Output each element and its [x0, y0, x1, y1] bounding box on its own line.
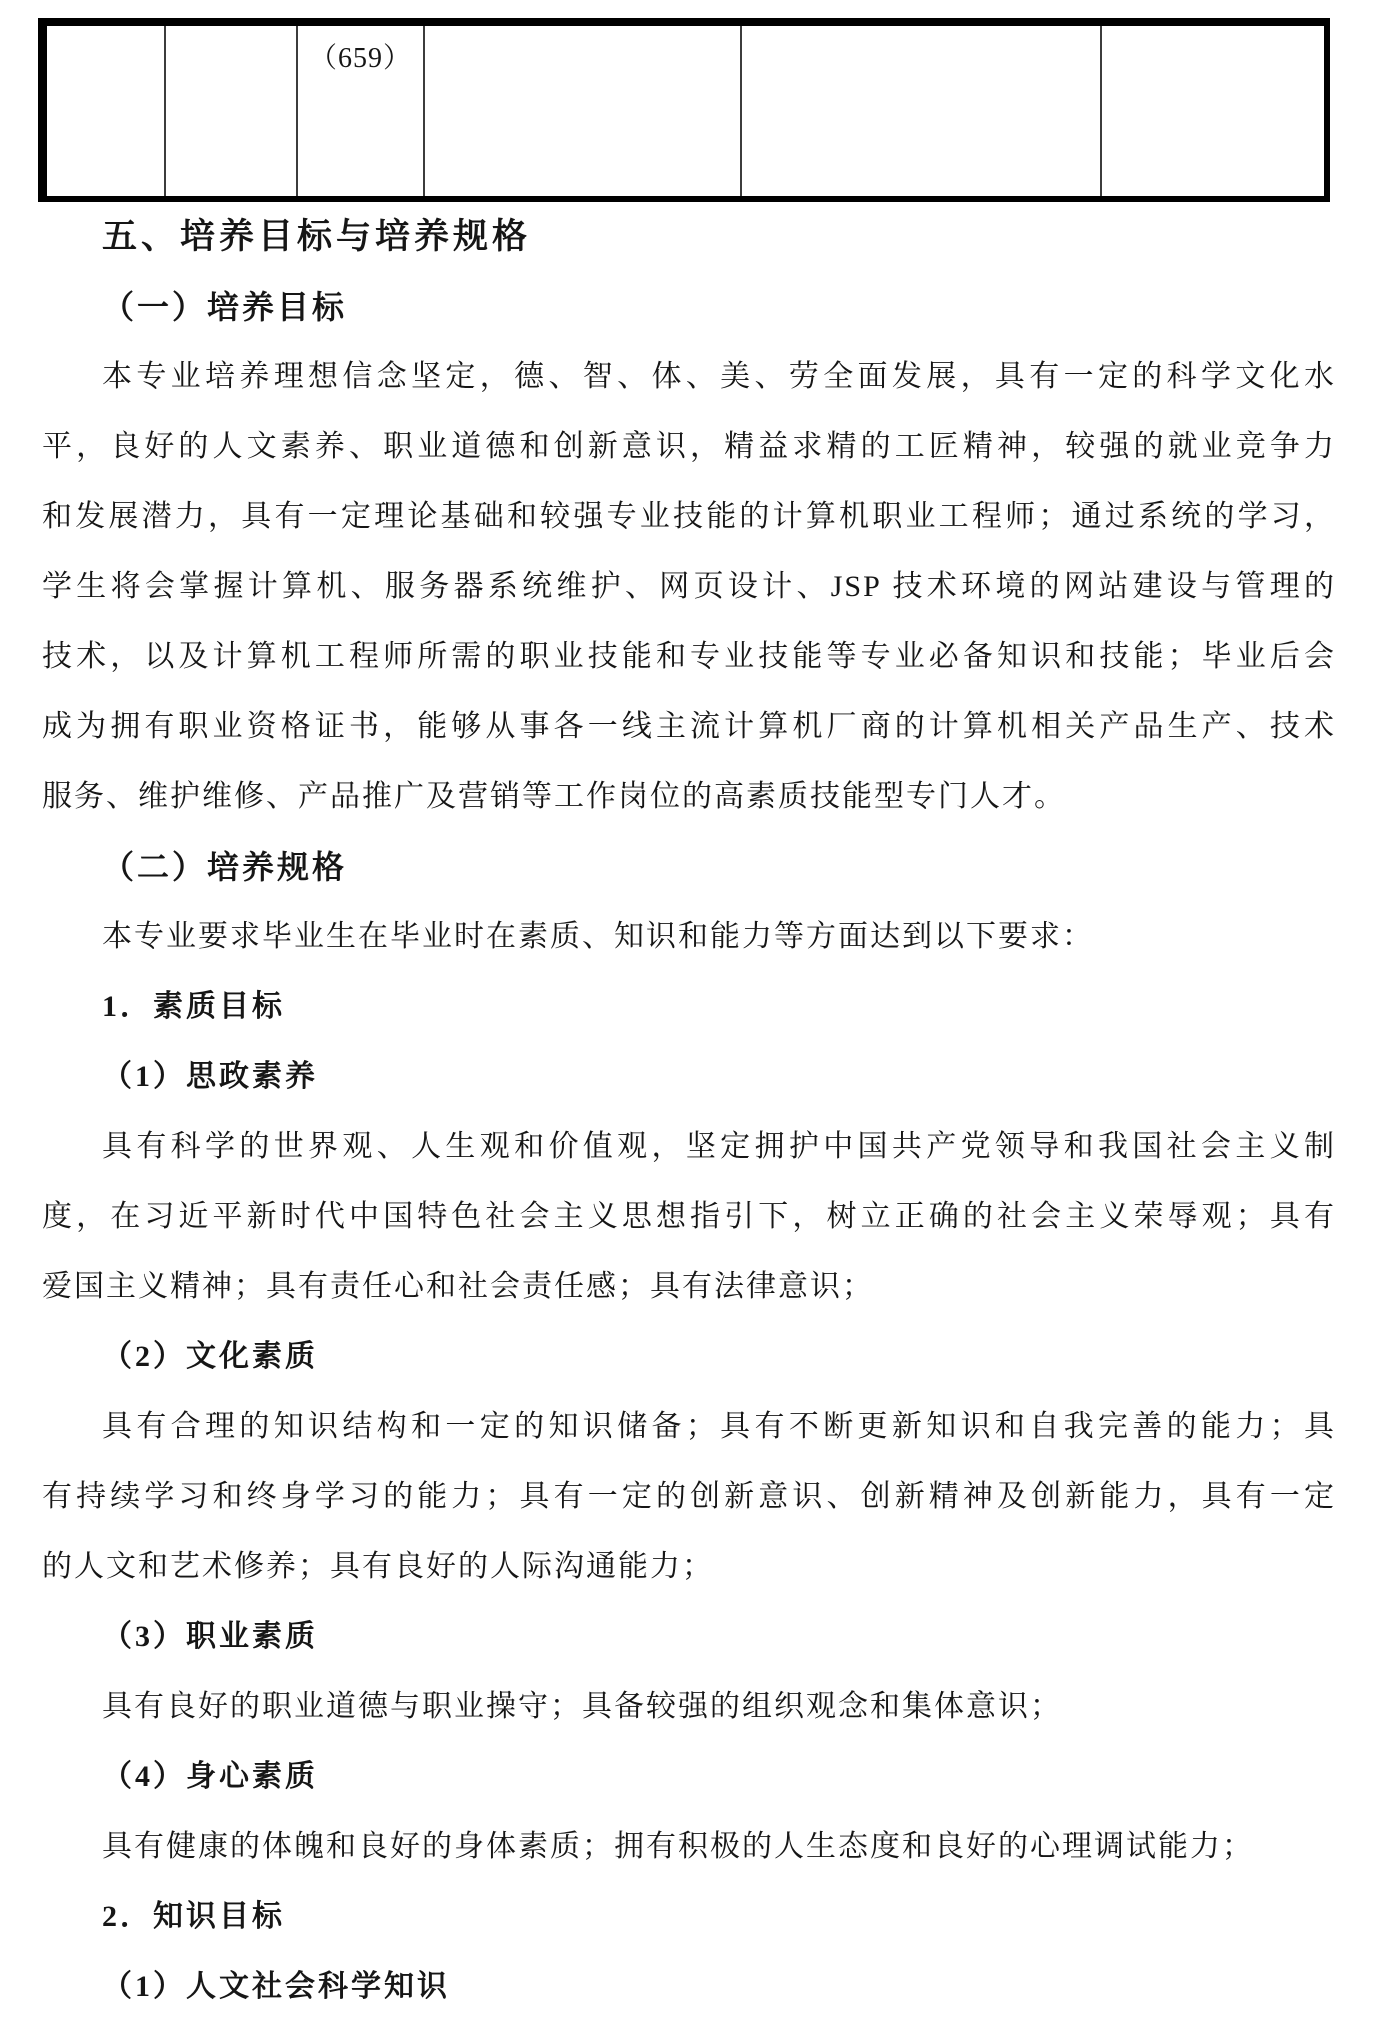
heading-ideological-quality: （1）思政素养 [102, 1060, 318, 1093]
table-cell-4 [425, 26, 742, 196]
heading-quality-goals: 1．素质目标 [102, 990, 285, 1023]
paragraph-line: 度，在习近平新时代中国特色社会主义思想指引下，树立正确的社会主义荣辱观；具有 [42, 1200, 1336, 1233]
paragraph-line: 的人文和艺术修养；具有良好的人际沟通能力； [42, 1550, 714, 1583]
table-cell-2 [166, 26, 298, 196]
paragraph-line: 和发展潜力，具有一定理论基础和较强专业技能的计算机职业工程师；通过系统的学习， [42, 500, 1336, 533]
paragraph-line: 有持续学习和终身学习的能力；具有一定的创新意识、创新精神及创新能力，具有一定 [42, 1480, 1336, 1513]
heading-professional-quality: （3）职业素质 [102, 1620, 318, 1653]
paragraph-line: 爱国主义精神；具有责任心和社会责任感；具有法律意识； [42, 1270, 874, 1303]
heading-section-five: 五、培养目标与培养规格 [102, 217, 532, 256]
heading-humanities-knowledge: （1）人文社会科学知识 [102, 1970, 450, 2003]
table-fragment [38, 18, 1330, 202]
heading-knowledge-goals: 2．知识目标 [102, 1900, 285, 1933]
paragraph-line: 具有良好的职业道德与职业操守；具备较强的组织观念和集体意识； [102, 1690, 1062, 1723]
table-cell-3 [298, 26, 425, 196]
heading-physical-mental-quality: （4）身心素质 [102, 1760, 318, 1793]
paragraph-line: 本专业要求毕业生在毕业时在素质、知识和能力等方面达到以下要求： [102, 920, 1094, 953]
paragraph-line: 具有科学的世界观、人生观和价值观，坚定拥护中国共产党领导和我国社会主义制 [102, 1130, 1336, 1163]
table-cell-code: （659） [308, 43, 412, 74]
paragraph-line: 本专业培养理想信念坚定，德、智、体、美、劳全面发展，具有一定的科学文化水 [102, 360, 1336, 393]
paragraph-line: 具有合理的知识结构和一定的知识储备；具有不断更新知识和自我完善的能力；具 [102, 1410, 1336, 1443]
paragraph-line: 学生将会掌握计算机、服务器系统维护、网页设计、JSP 技术环境的网站建设与管理的 [42, 570, 1336, 603]
table-cell-1 [47, 26, 166, 196]
document-body [42, 202, 1336, 2022]
heading-training-specs: （二）培养规格 [102, 849, 348, 885]
heading-cultural-quality: （2）文化素质 [102, 1340, 318, 1373]
paragraph-line: 服务、维护维修、产品推广及营销等工作岗位的高素质技能型专门人才。 [42, 780, 1066, 813]
heading-training-objectives: （一）培养目标 [102, 289, 348, 325]
table-cell-6 [1102, 26, 1324, 196]
paragraph-line: 成为拥有职业资格证书，能够从事各一线主流计算机厂商的计算机相关产品生产、技术 [42, 710, 1336, 743]
paragraph-line: 平，良好的人文素养、职业道德和创新意识，精益求精的工匠精神，较强的就业竞争力 [42, 430, 1336, 463]
paragraph-line: 技术，以及计算机工程师所需的职业技能和专业技能等专业必备知识和技能；毕业后会 [42, 640, 1336, 673]
paragraph-line: 具有健康的体魄和良好的身体素质；拥有积极的人生态度和良好的心理调试能力； [102, 1830, 1254, 1863]
table-cell-5 [742, 26, 1102, 196]
